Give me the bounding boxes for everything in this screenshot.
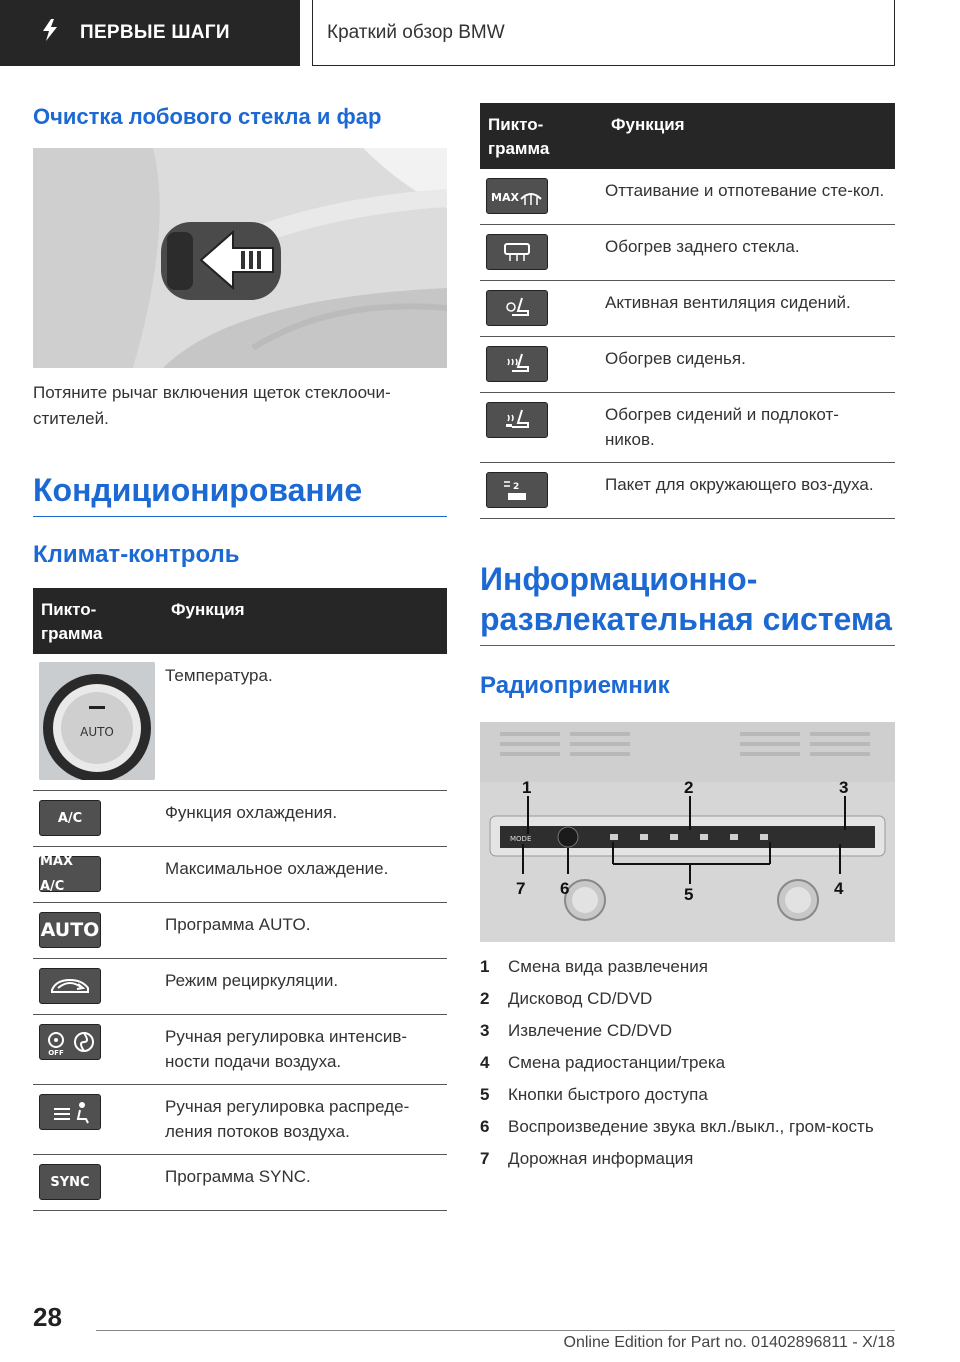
wash-heading: Очистка лобового стекла и фар	[33, 104, 382, 129]
ac-icon: A/C	[39, 800, 101, 836]
page-number: 28	[33, 1302, 62, 1332]
table-row	[480, 281, 895, 337]
row-function: Температура.	[163, 654, 447, 791]
footer-divider	[96, 1330, 895, 1331]
list-item: 3 Извлечение CD/DVD	[480, 1021, 673, 1040]
table-row	[33, 1155, 447, 1211]
table-row	[33, 847, 447, 903]
list-item: 6 Воспроизведение звука вкл./выкл., гром-кость	[480, 1117, 874, 1136]
col-header-function: Функция	[603, 103, 895, 169]
row-function: Обогрев сиденья.	[603, 337, 895, 393]
callout-6: 6	[560, 879, 570, 898]
page-header	[0, 0, 960, 66]
row-function: Функция охлаждения.	[163, 791, 447, 847]
knob-auto-label: AUTO	[80, 725, 114, 739]
row-function: Максимальное охлаждение.	[163, 847, 447, 903]
seat-ventilation-icon	[486, 290, 548, 326]
table-row	[33, 959, 447, 1015]
col-header-pictogram: Пикто-грамма	[33, 588, 163, 654]
auto-program-icon: AUTO	[39, 912, 101, 948]
list-item: 2 Дисковод CD/DVD	[480, 989, 653, 1008]
callout-4: 4	[834, 879, 844, 898]
col-header-pictogram: Пикто-грамма	[480, 103, 603, 169]
seat-heating-icon	[486, 346, 548, 382]
table-row	[480, 225, 895, 281]
row-function: Ручная регулировка интенсив-ности подачи воздуха.	[163, 1015, 447, 1085]
radio-legend	[480, 954, 895, 1171]
fan-off-icon	[39, 1024, 101, 1060]
list-item: 7 Дорожная информация	[480, 1149, 694, 1168]
max-ac-icon: MAX A/C	[39, 856, 101, 892]
climate-table	[33, 588, 447, 1211]
table-row	[480, 393, 895, 463]
chapter-tab-label: ПЕРВЫЕ ШАГИ	[80, 22, 230, 43]
list-item: 5 Кнопки быстрого доступа	[480, 1085, 708, 1104]
svg-text:2: 2	[513, 482, 520, 492]
section-title: Краткий обзор BMW	[327, 21, 505, 43]
temperature-knob-icon	[39, 662, 155, 780]
climate-heading: Климат-контроль	[33, 541, 240, 568]
row-function: Программа SYNC.	[163, 1155, 447, 1211]
seat-armrest-heating-icon	[486, 402, 548, 438]
row-function: Режим рециркуляции.	[163, 959, 447, 1015]
table-row	[33, 903, 447, 959]
wiper-lever-photo	[33, 148, 447, 368]
table-row	[33, 654, 447, 791]
row-function: Пакет для окружающего воз-духа.	[603, 463, 895, 519]
sync-icon: SYNC	[39, 1164, 101, 1200]
infotainment-heading: Информационно-развлекательная система	[480, 559, 895, 646]
table-row	[33, 791, 447, 847]
radio-unit-photo	[480, 722, 895, 942]
callout-3: 3	[839, 778, 849, 797]
ambient-air-icon	[486, 472, 548, 508]
col-header-function: Функция	[163, 588, 447, 654]
lightning-icon	[40, 19, 60, 47]
list-item: 4 Смена радиостанции/трека	[480, 1053, 726, 1072]
mode-button-label: MODE	[510, 835, 532, 843]
chapter-tab[interactable]	[0, 0, 300, 66]
max-defrost-icon	[486, 178, 548, 214]
recirculation-icon	[39, 968, 101, 1004]
edition-footer: Online Edition for Part no. 01402896811 - X/18	[563, 1334, 895, 1351]
air-distribution-icon	[39, 1094, 101, 1130]
wash-caption: Потяните рычаг включения щеток стеклоочи-стителей.	[33, 383, 391, 428]
rear-defrost-icon	[486, 234, 548, 270]
list-item: 1 Смена вида развлечения	[480, 957, 708, 976]
table-row	[33, 1015, 447, 1085]
radio-unit-illustration	[480, 722, 895, 942]
row-function: Обогрев сидений и подлокот-ников.	[603, 393, 895, 463]
callout-5: 5	[684, 885, 694, 904]
table-row	[33, 1085, 447, 1155]
svg-text:OFF: OFF	[48, 1049, 64, 1056]
table-row	[480, 463, 895, 519]
row-function: Программа AUTO.	[163, 903, 447, 959]
row-function: Оттаивание и отпотевание сте-кол.	[603, 169, 895, 225]
row-function: Ручная регулировка распреде-ления потоков воздуха.	[163, 1085, 447, 1155]
defrost-seat-table	[480, 103, 895, 519]
left-column	[33, 100, 447, 1211]
wiper-lever-illustration	[33, 148, 447, 368]
callout-1: 1	[522, 778, 532, 797]
table-row	[480, 169, 895, 225]
table-row	[480, 337, 895, 393]
section-title-box	[312, 0, 895, 66]
row-function: Активная вентиляция сидений.	[603, 281, 895, 337]
row-function: Обогрев заднего стекла.	[603, 225, 895, 281]
callout-2: 2	[684, 778, 694, 797]
callout-7: 7	[516, 879, 526, 898]
ac-heading: Кондиционирование	[33, 470, 447, 517]
radio-heading: Радиоприемник	[480, 672, 670, 699]
svg-text:MAX: MAX	[491, 191, 519, 204]
right-column	[480, 103, 895, 1178]
